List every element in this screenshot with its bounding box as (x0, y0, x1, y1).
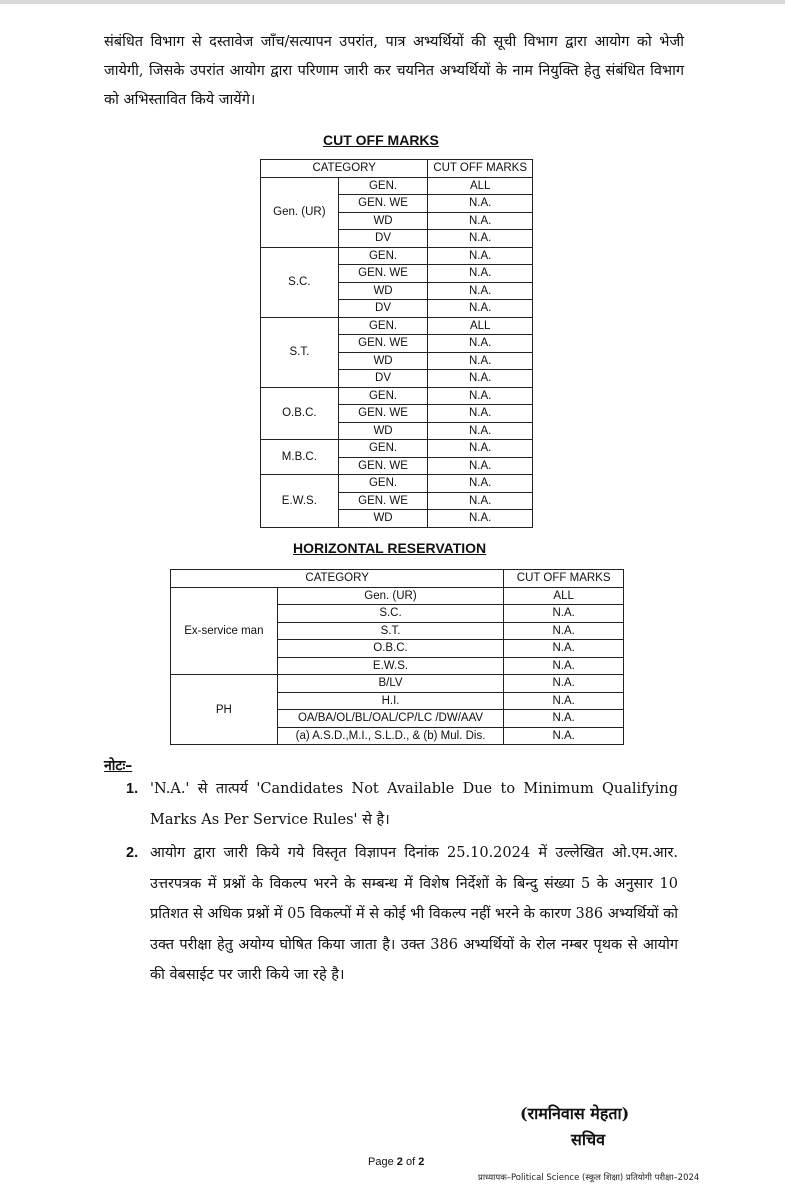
cutoff-marks-cell: N.A. (428, 405, 533, 423)
subcategory-cell: GEN. WE (338, 195, 428, 213)
subcategory-cell: O.B.C. (277, 640, 504, 658)
subcategory-cell: DV (338, 370, 428, 388)
note-2-text: आयोग द्वारा जारी किये गये विस्तृत विज्ञापन दिनांक 25.10.2024 में उल्लेखित ओ.एम.आर. उत्तरपत्रक में प्रश्नों के विकल्प भरने के सम्बन्ध में विशेष निर्देशों के बिन्दु संख्या 5 के अनुसार 10 प्रतिशत से अधिक प्रश्नों में 05 विकल्पों में से कोई भी विकल्प नहीं भरने के कारण 386 अभ्यर्थियों को उक्त परीक्षा हेतु अयोग्य घोषित किया जाता है। उक्त 386 अभ्यर्थियों के रोल नम्बर पृथक से आयोग की वेबसाईट पर जारी किये जा रहे है। (150, 845, 678, 983)
cutoff-marks-cell: N.A. (428, 457, 533, 475)
cutoff-marks-cell: N.A. (504, 710, 624, 728)
cutoff-marks-cell: N.A. (428, 492, 533, 510)
cutoff-marks-cell: N.A. (428, 230, 533, 248)
subcategory-cell: (a) A.S.D.,M.I., S.L.D., & (b) Mul. Dis. (277, 727, 504, 745)
subcategory-cell: GEN. WE (338, 405, 428, 423)
footer-note: प्राध्यापक–Political Science (स्कूल शिक्षा) प्रतियोगी परीक्षा–2024 (478, 1173, 700, 1183)
category-group-cell: O.B.C. (261, 387, 339, 440)
subcategory-cell: S.C. (277, 605, 504, 623)
horizontal-title: HORIZONTAL RESERVATION (293, 540, 487, 556)
table-row (261, 387, 533, 405)
table-row (261, 317, 533, 335)
subcategory-cell: DV (338, 230, 428, 248)
cutoff-marks-cell: ALL (428, 317, 533, 335)
subcategory-cell: WD (338, 510, 428, 528)
cutoff-marks-cell: N.A. (428, 282, 533, 300)
signatory-name: (रामनिवास मेहता) (520, 1104, 630, 1123)
subcategory-cell: GEN. (338, 317, 428, 335)
cutoff-marks-cell: N.A. (504, 622, 624, 640)
top-edge-shadow (0, 0, 785, 4)
intro-paragraph: संबंधित विभाग से दस्तावेज जाँच/सत्यापन उपरांत, पात्र अभ्यर्थियों की सूची विभाग द्वारा आयोग को भेजी जायेगी, जिसके उपरांत आयोग द्वारा परिणाम जारी कर चयनित अभ्यर्थियों के नाम नियुक्ति हेतु संबंधित विभाग को अभिस्तावित किये जायेंगे। (104, 34, 684, 108)
subcategory-cell: GEN. (338, 247, 428, 265)
subcategory-cell: GEN. (338, 440, 428, 458)
note-1-number: 1. (126, 781, 139, 797)
subcategory-cell: B/LV (277, 675, 504, 693)
subcategory-cell: GEN. (338, 475, 428, 493)
subcategory-cell: OA/BA/OL/BL/OAL/CP/LC /DW/AAV (277, 710, 504, 728)
subcategory-cell: GEN. WE (338, 265, 428, 283)
subcategory-cell: GEN. WE (338, 335, 428, 353)
cutoff-marks-cell: N.A. (428, 335, 533, 353)
cutoff-marks-cell: N.A. (428, 370, 533, 388)
horizontal-header-marks: CUT OFF MARKS (504, 570, 624, 588)
cutoff-marks-cell: N.A. (504, 675, 624, 693)
subcategory-cell: H.I. (277, 692, 504, 710)
table-row (261, 440, 533, 458)
cutoff-marks-cell: N.A. (428, 440, 533, 458)
cutoff-header-category: CATEGORY (261, 160, 428, 178)
cutoff-marks-cell: N.A. (428, 422, 533, 440)
note-1-text: 'N.A.' से तात्पर्य 'Candidates Not Available Due to Minimum Qualifying Marks As Per Service Rules' से है। (150, 781, 678, 828)
cutoff-marks-cell: N.A. (504, 605, 624, 623)
page-total: 2 (418, 1156, 425, 1168)
signatory-title: सचिव (571, 1130, 606, 1149)
notes-label: नोटः– (104, 758, 133, 774)
category-group-cell: E.W.S. (261, 475, 339, 528)
cutoff-marks-cell: ALL (504, 587, 624, 605)
table-row (261, 475, 533, 493)
table-row (261, 177, 533, 195)
cutoff-marks-cell: N.A. (428, 387, 533, 405)
cutoff-marks-cell: N.A. (428, 510, 533, 528)
note-2-number: 2. (126, 845, 139, 861)
category-group-cell: S.T. (261, 317, 339, 387)
category-group-cell: PH (171, 675, 278, 745)
page-prefix: Page (368, 1156, 394, 1168)
subcategory-cell: WD (338, 282, 428, 300)
cutoff-title: CUT OFF MARKS (323, 132, 439, 148)
table-row (171, 675, 624, 693)
cutoff-header-marks: CUT OFF MARKS (428, 160, 533, 178)
table-row (171, 587, 624, 605)
subcategory-cell: DV (338, 300, 428, 318)
cutoff-marks-cell: N.A. (428, 475, 533, 493)
cutoff-marks-cell: N.A. (504, 657, 624, 675)
horizontal-header-category: CATEGORY (171, 570, 504, 588)
subcategory-cell: GEN. (338, 387, 428, 405)
subcategory-cell: GEN. (338, 177, 428, 195)
cutoff-marks-cell: N.A. (504, 640, 624, 658)
category-group-cell: Gen. (UR) (261, 177, 339, 247)
cutoff-marks-cell: N.A. (428, 212, 533, 230)
cutoff-marks-cell: ALL (428, 177, 533, 195)
subcategory-cell: S.T. (277, 622, 504, 640)
horizontal-reservation-table (170, 569, 624, 745)
subcategory-cell: WD (338, 352, 428, 370)
page-of: of (405, 1156, 416, 1168)
cutoff-marks-cell: N.A. (504, 727, 624, 745)
cutoff-marks-cell: N.A. (428, 300, 533, 318)
category-group-cell: S.C. (261, 247, 339, 317)
cutoff-marks-cell: N.A. (504, 692, 624, 710)
cutoff-marks-cell: N.A. (428, 352, 533, 370)
cutoff-table (260, 159, 533, 528)
subcategory-cell: E.W.S. (277, 657, 504, 675)
cutoff-marks-cell: N.A. (428, 265, 533, 283)
table-row (261, 247, 533, 265)
subcategory-cell: GEN. WE (338, 492, 428, 510)
note-1 (126, 774, 678, 835)
category-group-cell: Ex-service man (171, 587, 278, 675)
subcategory-cell: Gen. (UR) (277, 587, 504, 605)
note-2 (126, 838, 678, 991)
page-current: 2 (396, 1156, 403, 1168)
cutoff-marks-cell: N.A. (428, 247, 533, 265)
page-number (368, 1156, 424, 1168)
category-group-cell: M.B.C. (261, 440, 339, 475)
subcategory-cell: GEN. WE (338, 457, 428, 475)
cutoff-marks-cell: N.A. (428, 195, 533, 213)
subcategory-cell: WD (338, 212, 428, 230)
subcategory-cell: WD (338, 422, 428, 440)
